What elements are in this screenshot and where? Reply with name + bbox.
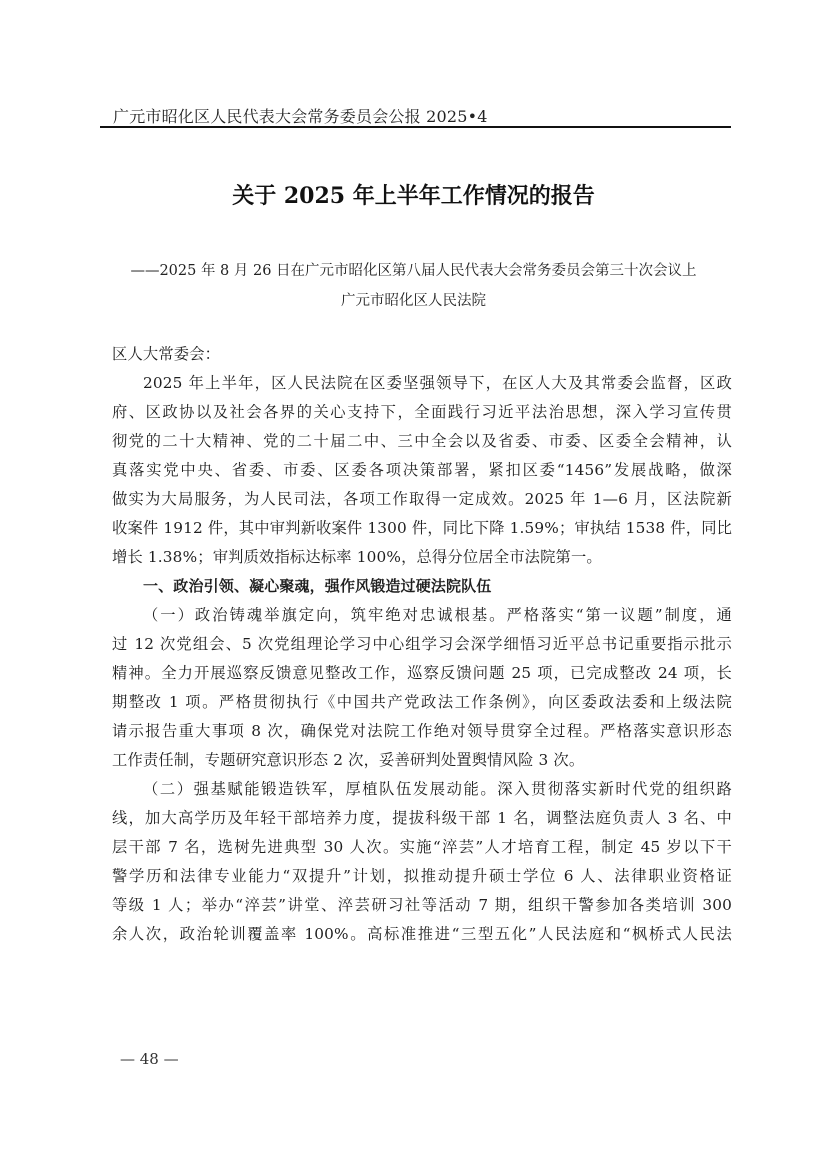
body-text-line: 层干部 7 名，选树先进典型 30 人次。实施“淬芸”人才培育工程，制定 45 岁以下干 <box>112 838 732 856</box>
body-text-line: 收案件 1912 件，其中审判新收案件 1300 件，同比下降 1.59%；审执结 1538 件，同比 <box>112 519 733 537</box>
body-text-line: 期整改 1 项。严格贯彻执行《中国共产党政法工作条例》，向区委政法委和上级法院 <box>112 693 732 711</box>
body-text-line: 过 12 次党组会、5 次党组理论学习中心组学习会深学细悟习近平总书记重要指示批示 <box>112 635 732 653</box>
body-text-line: 真落实党中央、省委、市委、区委各项决策部署，紧扣区委“1456”发展战略，做深 <box>112 461 732 479</box>
page-number: — 48 — <box>120 1050 179 1068</box>
body-text-line: 精神。全力开展巡察反馈意见整改工作，巡察反馈问题 25 项，已完成整改 24 项，长 <box>112 664 732 682</box>
running-head: 广元市昭化区人民代表大会常务委员会公报 2025•4 <box>113 107 488 126</box>
body-text-line: 警学历和法律专业能力“双提升”计划，拟推动提升硕士学位 6 人、法律职业资格证 <box>112 867 732 885</box>
document-subtitle-author: 广元市昭化区人民法院 <box>341 293 486 309</box>
body-text-line: （二）强基赋能锻造铁军，厚植队伍发展动能。深入贯彻落实新时代党的组织路 <box>143 780 732 798</box>
body-text-line: 工作责任制，专题研究意识形态 2 次，妥善研判处置舆情风险 3 次。 <box>112 751 585 769</box>
body-text-line: 等级 1 人；举办“淬芸”讲堂、淬芸研习社等活动 7 期，组织干警参加各类培训 300 <box>112 896 732 914</box>
body-text-line: 线，加大高学历及年轻干部培养力度，提拔科级干部 1 名，调整法庭负责人 3 名、中 <box>112 809 732 827</box>
header-rule <box>100 126 731 128</box>
body-text-line: 做实为大局服务，为人民司法，各项工作取得一定成效。2025 年 1—6 月，区法院新 <box>112 490 732 508</box>
salutation: 区人大常委会： <box>112 345 221 363</box>
body-text-line: 请示报告重大事项 8 次，确保党对法院工作绝对领导贯穿全过程。严格落实意识形态 <box>112 722 732 740</box>
body-text-line: 增长 1.38%；审判质效指标达标率 100%，总得分位居全市法院第一。 <box>112 548 602 566</box>
body-text-line: 2025 年上半年，区人民法院在区委坚强领导下，在区人大及其常委会监督，区政 <box>143 374 732 392</box>
body-text-line: 余人次，政治轮训覆盖率 100%。高标准推进“三型五化”人民法庭和“枫桥式人民法 <box>112 925 732 943</box>
body-text-line: （一）政治铸魂举旗定向，筑牢绝对忠诚根基。严格落实“第一议题”制度，通 <box>143 606 732 624</box>
document-title: 关于 2025 年上半年工作情况的报告 <box>232 183 595 209</box>
document-subtitle-meeting: ——2025 年 8 月 26 日在广元市昭化区第八届人民代表大会常务委员会第三十次会议上 <box>130 263 697 279</box>
section-heading: 一、政治引领、凝心聚魂，强作风锻造过硬法院队伍 <box>143 577 492 595</box>
body-text-line: 府、区政协以及社会各界的关心支持下，全面践行习近平法治思想，深入学习宣传贯 <box>112 403 732 421</box>
body-text-line: 彻党的二十大精神、党的二十届二中、三中全会以及省委、市委、区委全会精神，认 <box>112 432 732 450</box>
